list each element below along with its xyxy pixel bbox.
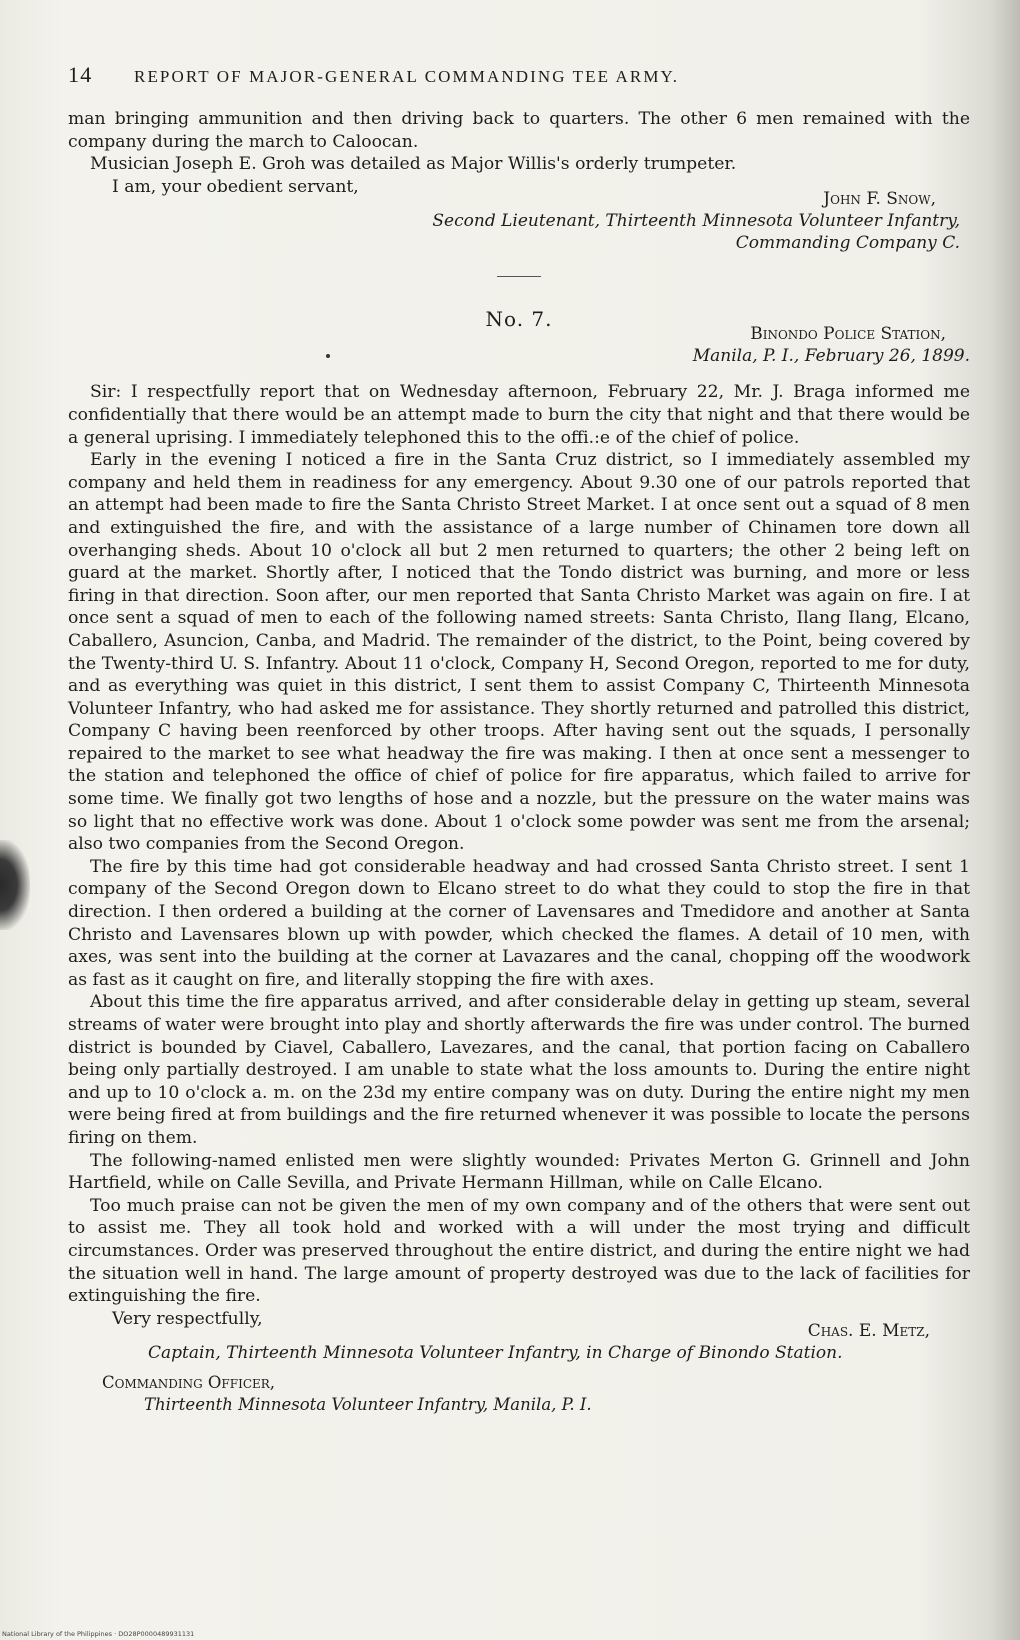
prev-report-closing: I am, your obedient servant, (112, 176, 359, 197)
report-paragraph: The following-named enlisted men were slightly wounded: Privates Merton G. Grinnell and John Hartfield, while on Calle Sevilla, and Private Hermann Hillman, while on Calle Elcano. (68, 1150, 970, 1194)
report-paragraph: Sir: I respectfully report that on Wednesday afternoon, February 22, Mr. J. Braga informed me confidentially that there would be an attempt made to burn the city that night and that there would be a general uprising. I immediately telephoned this to the offi.:e of the chief of police. (68, 382, 970, 448)
report-signature-name: Chas. E. Metz, (807, 1321, 930, 1342)
prev-report-musician-line: Musician Joseph E. Groh was detailed as Major Willis's orderly trumpeter. (90, 154, 737, 175)
report-closing: Very respectfully, (112, 1308, 263, 1329)
report-paragraph: Early in the evening I noticed a fire in the Santa Cruz district, so I immediately assembled my company and held them in readiness for any emergency. About 9.30 one of our patrols reported that an attempt had been made to fire the Santa Christo Street Market. I at once sent out a squad of 8 men and extinguished the fire, and with the assistance of a large number of Chinamen tore down all overhanging sheds. About 10 o'clock all but 2 men returned to quarters; the other 2 being left on guard at the market. Shortly after, I noticed that the Tondo district was burning, and more or less firing in that direction. Soon after, our men reported that Santa Christo Market was again on fire. I at once sent a squad of men to each of the following named streets: Santa Christo, Ilang Ilang, Elcano, Caballero, Asuncion, Canba, and Madrid. The remainder of the district, to the Point, being covered by the Twenty-third U. S. Infantry. About 11 o'clock, Company H, Second Oregon, reported to me for duty, and as everything was quiet in this district, I sent them to assist Company C, Thirteenth Minnesota Volunteer Infantry, who had asked me for assistance. They shortly returned and patrolled this district, Company C having been reenforced by other troops. After having sent out the squads, I personally repaired to the market to see what headway the fire was making. I then at once sent a messenger to the station and telephoned the office of chief of police for fire apparatus, which failed to arrive for some time. We finally got two lengths of hose and a nozzle, but the pressure on the water mains was so light that no effective work was done. About 1 o'clock some powder was sent me from the arsenal; also two companies from the Second Oregon. (68, 450, 970, 855)
running-title: REPORT OF MAJOR-GENERAL COMMANDING TEE ARMY. (134, 67, 680, 86)
prev-report-continuation: man bringing ammunition and then driving back to quarters. The other 6 men remained with the company during the march to Caloocan. (68, 109, 970, 152)
report-place-date: Manila, P. I., February 26, 1899. (692, 346, 970, 367)
report-addressee-2: Thirteenth Minnesota Volunteer Infantry, Manila, P. I. (144, 1395, 592, 1415)
report-paragraph: The fire by this time had got considerable headway and had crossed Santa Christo street. I sent 1 company of the Second Oregon down to Elcano street to do what they could to stop the fire in that direction. I then ordered a building at the corner of Lavensares and Tmedidore and another at Santa Christo and Lavensares blown up with powder, which checked the flames. A detail of 10 men, with axes, was sent into the building at the corner at Lavazares and the canal, chopping off the woodwork as fast as it caught on fire, and literally stopping the fire with axes. (68, 856, 970, 990)
report-paragraph: Too much praise can not be given the men of my own company and of the others that were sent out to assist me. They all took hold and worked with a will under the most trying and difficult circumstances. Order was preserved throughout the entire district, and during the entire night we had the situation well in hand. The large amount of property destroyed was due to the lack of facilities for extinguishing the fire. (68, 1195, 970, 1307)
report-paragraph: About this time the fire apparatus arrived, and after considerable delay in getting up steam, several streams of water were brought into play and shortly afterwards the fire was under control. The burned district is bounded by Ciavel, Caballero, Lavezares, and the canal, that portion facing on Caballero being only partially destroyed. I am unable to state what the loss amounts to. During the entire night and up to 10 o'clock a. m. on the 23d my entire company was on duty. During the entire night my men were being fired at from buildings and the fire returned whenever it was possible to locate the persons firing on them. (68, 992, 970, 1148)
section-divider (497, 276, 541, 277)
report-station: Binondo Police Station, (750, 324, 946, 345)
page-number: 14 (68, 62, 93, 87)
prev-report-signature-title-1: Second Lieutenant, Thirteenth Minnesota Volunteer Infantry, (432, 211, 960, 232)
library-credit: National Library of the Philippines · DO28P0000489931131 (2, 1630, 195, 1638)
running-header (68, 62, 970, 88)
report-number: No. 7. (485, 307, 553, 332)
document-page (68, 62, 970, 1416)
prev-report-signature-title-2: Commanding Company C. (735, 233, 960, 254)
binding-smudge (0, 840, 30, 930)
report-addressee-1: Commanding Officer, (102, 1373, 276, 1393)
report-signature-title: Captain, Thirteenth Minnesota Volunteer Infantry, in Charge of Binondo Station. (148, 1343, 843, 1364)
prev-report-signature-name: John F. Snow, (823, 189, 936, 210)
